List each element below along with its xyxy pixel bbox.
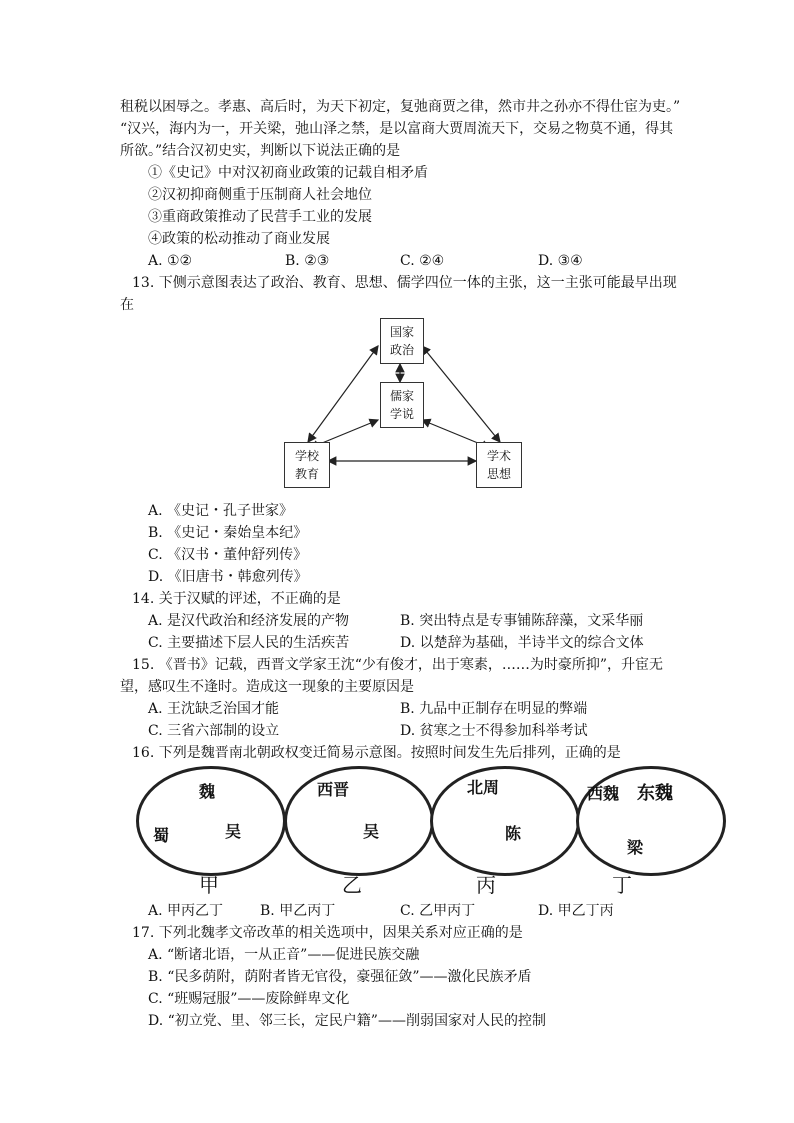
q17-stem: 17. 下列北魏孝文帝改革的相关选项中，因果关系对应正确的是 [132, 925, 523, 941]
circle-label-ding: 丁 [612, 873, 632, 897]
regime-circle-yi [284, 766, 434, 876]
q17-option-d: D. “初立党、里、邻三长，定民户籍”——削弱国家对人民的控制 [148, 1013, 546, 1029]
regime-northern-zhou: 北周 [467, 778, 500, 797]
regime-shu: 蜀 [153, 826, 170, 845]
regime-western-jin: 西晋 [317, 780, 350, 799]
box-school-education-line-2: 教育 [294, 467, 319, 481]
box-school-education-line-1: 学校 [294, 449, 319, 463]
circle-label-jia: 甲 [199, 873, 219, 897]
box-confucianism [380, 382, 424, 428]
q16-stem: 16. 下列是魏晋南北朝政权变迁简易示意图。按照时间发生先后排列，正确的是 [132, 745, 621, 761]
q14-option-c: C. 主要描述下层人民的生活疾苦 [148, 635, 350, 651]
q16-option-a: A. 甲丙乙丁 [148, 903, 224, 919]
q12-option-b: B. ②③ [285, 253, 330, 269]
statement-4: ④政策的松动推动了商业发展 [148, 231, 330, 247]
q13-stem-line-2: 在 [120, 297, 134, 313]
regime-circle-jia [136, 766, 286, 876]
q13-option-d: D. 《旧唐书・韩愈列传》 [148, 569, 308, 585]
regime-eastern-wei: 东魏 [637, 783, 673, 804]
box-academic-thought-line-2: 思想 [486, 467, 511, 481]
q15-option-b: B. 九品中正制存在明显的弊端 [400, 701, 588, 717]
q12-option-d: D. ③④ [538, 253, 583, 269]
q13-option-c: C. 《汉书・董仲舒列传》 [148, 547, 308, 563]
q15-option-a: A. 王沈缺乏治国才能 [148, 701, 280, 717]
statement-3: ③重商政策推动了民营手工业的发展 [148, 209, 372, 225]
q15-stem-line-2: 望，感叹生不逢时。造成这一现象的主要原因是 [120, 679, 414, 695]
q13-stem-line-1: 13. 下侧示意图表达了政治、教育、思想、儒学四位一体的主张，这一主张可能最早出现 [132, 275, 677, 291]
intro-line-1: 租税以困辱之。孝惠、高后时，为天下初定，复弛商贾之律，然市井之孙亦不得仕宦为吏。” [120, 99, 681, 115]
box-confucianism-line-1: 儒家 [389, 389, 414, 403]
statement-1: ①《史记》中对汉初商业政策的记载自相矛盾 [148, 165, 428, 181]
q12-option-c: C. ②④ [400, 253, 445, 269]
q17-option-b: B. “民多荫附，荫附者皆无官役，豪强征敛”——激化民族矛盾 [148, 969, 532, 985]
regime-wu-yi: 吴 [363, 822, 380, 841]
q13-option-b: B. 《史记・秦始皇本纪》 [148, 525, 308, 541]
q12-option-a: A. ①② [148, 253, 193, 269]
regime-wu: 吴 [225, 822, 242, 841]
statement-2: ②汉初抑商侧重于压制商人社会地位 [148, 187, 372, 203]
q14-option-b: B. 突出特点是专事铺陈辞藻，文采华丽 [400, 613, 644, 629]
q15-option-c: C. 三省六部制的设立 [148, 723, 280, 739]
arrow-politics-thought [422, 346, 500, 442]
regime-wei: 魏 [199, 782, 216, 801]
box-academic-thought [476, 442, 522, 488]
q17-option-c: C. “班赐冠服”——废除鲜卑文化 [148, 991, 350, 1007]
q17-option-a: A. “断诸北语，一从正音”——促进民族交融 [148, 947, 420, 963]
q13-diagram [280, 318, 520, 493]
regime-chen: 陈 [505, 824, 522, 843]
q16-option-c: C. 乙甲丙丁 [400, 903, 476, 919]
box-academic-thought-line-1: 学术 [486, 449, 511, 463]
q14-stem: 14. 关于汉赋的评述，不正确的是 [132, 591, 341, 607]
regime-liang: 梁 [627, 838, 644, 857]
box-state-politics [380, 318, 424, 364]
circle-label-yi: 乙 [342, 873, 362, 897]
box-confucianism-line-2: 学说 [389, 407, 414, 421]
q16-option-d: D. 甲乙丁丙 [538, 903, 614, 919]
intro-line-2: “汉兴，海内为一，开关梁，弛山泽之禁，是以富商大贾周流天下，交易之物莫不通，得其 [120, 121, 674, 137]
q16-option-b: B. 甲乙丙丁 [260, 903, 336, 919]
regime-western-wei: 西魏 [587, 784, 620, 803]
regime-circle-bing [430, 766, 580, 876]
q15-stem-line-1: 15. 《晋书》记载，西晋文学家王沈“少有俊才，出于寒素，……为时豪所抑”，升宦无 [132, 657, 664, 673]
intro-line-3: 所欲。”结合汉初史实，判断以下说法正确的是 [120, 143, 401, 159]
arrow-politics-school [308, 346, 378, 442]
circle-label-bing: 丙 [476, 873, 496, 897]
regime-circle-ding [576, 766, 726, 876]
q14-option-d: D. 以楚辞为基础，半诗半文的综合文体 [400, 635, 644, 651]
box-state-politics-line-2: 政治 [389, 343, 414, 357]
q14-option-a: A. 是汉代政治和经济发展的产物 [148, 613, 350, 629]
box-state-politics-line-1: 国家 [389, 325, 414, 339]
q13-option-a: A. 《史记・孔子世家》 [148, 503, 294, 519]
box-school-education [284, 442, 330, 488]
q15-option-d: D. 贫寒之士不得参加科举考试 [400, 723, 588, 739]
